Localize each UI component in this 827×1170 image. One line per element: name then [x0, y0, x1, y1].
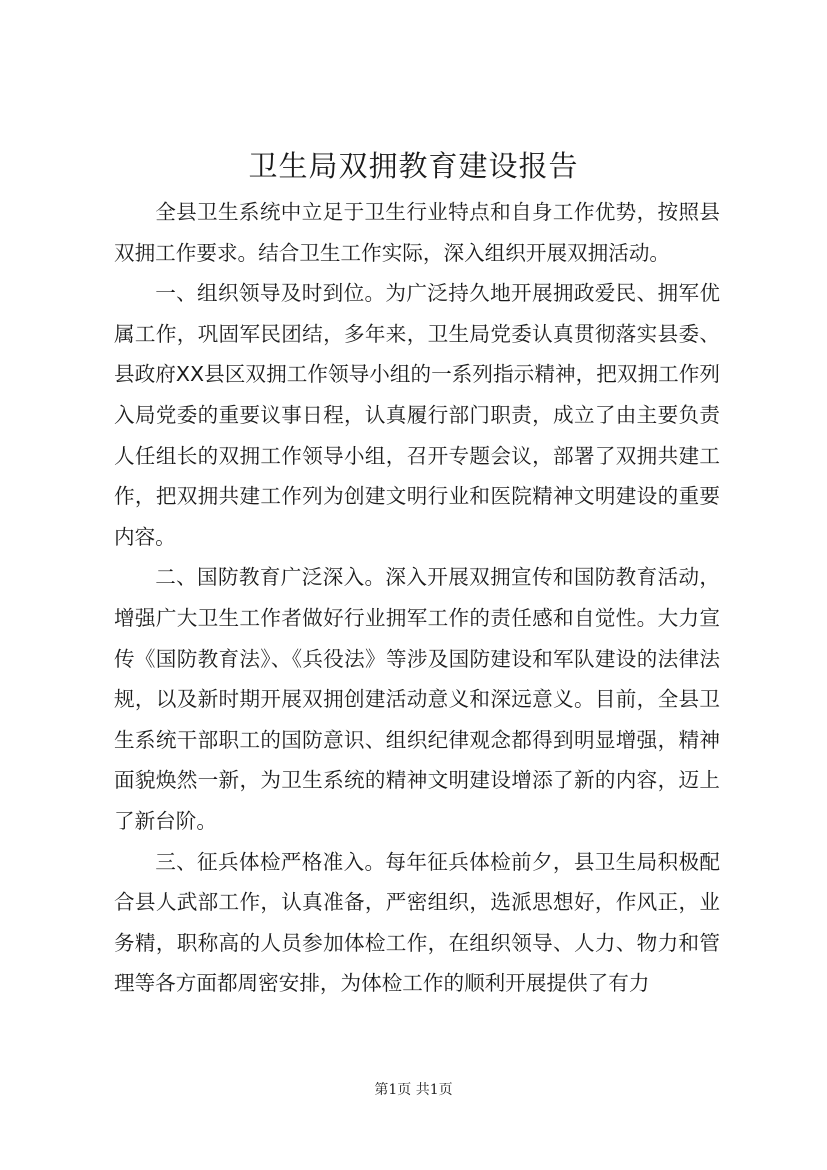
page-footer: 第1页 共1页 — [374, 1082, 453, 1098]
document-title: 卫生局双拥教育建设报告 — [248, 149, 579, 183]
document-body — [114, 192, 720, 1004]
paragraph-section-2: 二、国防教育广泛深入。深入开展双拥宣传和国防教育活动，增强广大卫生工作者做好行业拥军工作的责任感和自觉性。大力宣传《国防教育法》、《兵役法》等涉及国防建设和军队建设的法律法规，以及新时期开展双拥创建活动意义和深远意义。目前，全县卫生系统干部职工的国防意识、组织纪律观念都得到明显增强，精神面貌焕然一新，为卫生系统的精神文明建设增添了新的内容，迈上了新台阶。 — [114, 565, 720, 833]
paragraph-section-1: 一、组织领导及时到位。为广泛持久地开展拥政爱民、拥军优属工作，巩固军民团结，多年来，卫生局党委认真贯彻落实县委、县政府XX县区双拥工作领导小组的一系列指示精神，把双拥工作列入局党委的重要议事日程，认真履行部门职责，成立了由主要负责人任组长的双拥工作领导小组，召开专题会议，部署了双拥共建工作，把双拥共建工作列为创建文明行业和医院精神文明建设的重要内容。 — [114, 281, 720, 549]
paragraph-intro: 全县卫生系统中立足于卫生行业特点和自身工作优势，按照县双拥工作要求。结合卫生工作实际，深入组织开展双拥活动。 — [114, 200, 720, 265]
paragraph-section-3: 三、征兵体检严格准入。每年征兵体检前夕，县卫生局积极配合县人武部工作，认真准备，严密组织，选派思想好，作风正，业务精，职称高的人员参加体检工作，在组织领导、人力、物力和管理等各方面都周密安排，为体检工作的顺利开展提供了有力 — [114, 849, 720, 996]
